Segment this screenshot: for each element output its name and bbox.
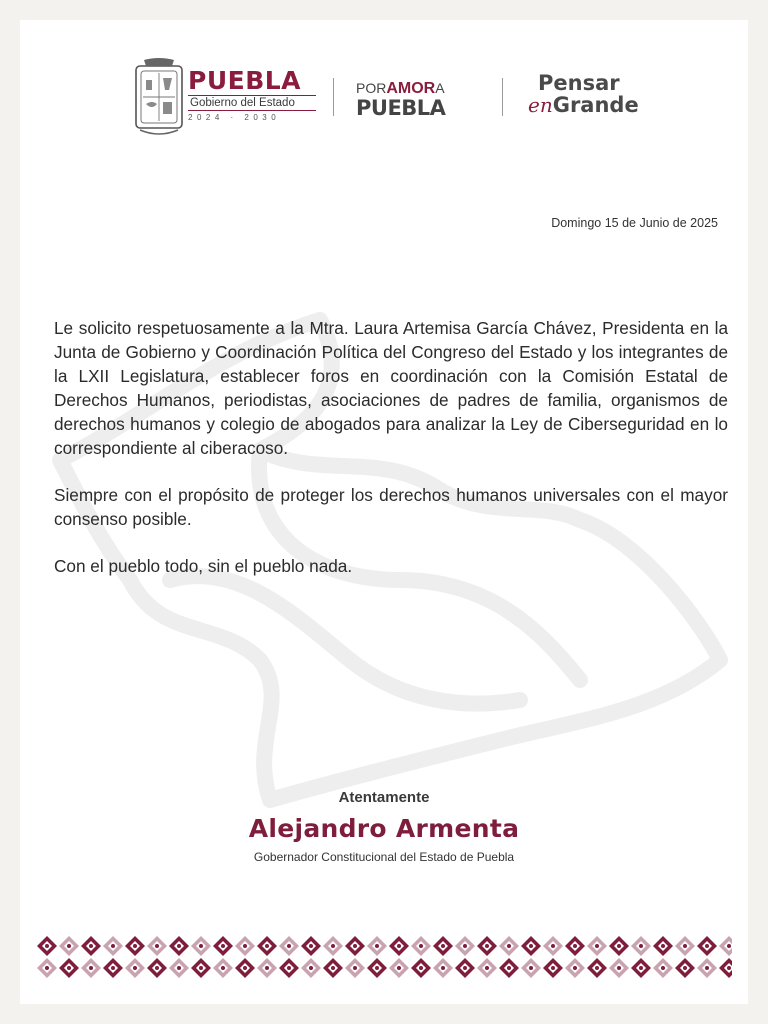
pattern-motif xyxy=(323,936,343,956)
slogan-amor: AMOR xyxy=(386,80,436,97)
logo-main-text: PUEBLA xyxy=(188,66,302,95)
logo-years: 2024 · 2030 xyxy=(188,113,281,122)
pensar-en-grande-logo xyxy=(528,72,648,116)
pattern-motif xyxy=(191,936,211,956)
closing: Atentamente xyxy=(338,789,430,806)
pattern-motif xyxy=(477,936,497,956)
pattern-motif xyxy=(565,958,585,978)
pattern-motif xyxy=(587,936,607,956)
pattern-motif xyxy=(697,936,717,956)
logo-divider xyxy=(502,78,503,116)
letter-sheet xyxy=(20,20,748,1004)
pattern-motif xyxy=(169,958,189,978)
slogan-por: POR xyxy=(356,80,387,96)
pattern-motif xyxy=(257,958,277,978)
pattern-motif xyxy=(169,936,189,956)
body-paragraph: Con el pueblo todo, sin el pueblo nada. xyxy=(54,556,353,576)
letterhead xyxy=(130,58,650,138)
pattern-motif xyxy=(521,936,541,956)
pattern-motif xyxy=(235,936,255,956)
pattern-motif xyxy=(675,958,695,978)
pattern-motif xyxy=(125,958,145,978)
body-paragraph: Siempre con el propósito de proteger los derechos humanos universales con el mayor consenso posible. xyxy=(54,485,728,529)
pattern-motif xyxy=(301,936,321,956)
pattern-motif xyxy=(477,958,497,978)
pattern-motif xyxy=(609,958,629,978)
logo-subtitle: Gobierno del Estado xyxy=(188,95,316,111)
textile-pattern xyxy=(36,934,732,980)
pattern-motif xyxy=(213,936,233,956)
pattern-motif xyxy=(543,936,563,956)
signer-name: Alejandro Armenta xyxy=(248,814,520,843)
pattern-motif xyxy=(389,958,409,978)
state-coat-of-arms-icon xyxy=(134,58,184,136)
pattern-motif xyxy=(147,958,167,978)
pattern-motif xyxy=(389,936,409,956)
pattern-motif xyxy=(81,936,101,956)
pattern-motif xyxy=(719,958,732,978)
pattern-motif xyxy=(301,958,321,978)
por-amor-a-puebla-logo xyxy=(356,80,476,119)
pattern-motif xyxy=(543,958,563,978)
signer-role: Gobernador Constitucional del Estado de Puebla xyxy=(253,850,515,864)
pattern-motif xyxy=(235,958,255,978)
puebla-logo xyxy=(188,68,318,122)
logo-divider xyxy=(333,78,334,116)
slogan-puebla: PUEBLA xyxy=(356,96,446,120)
pattern-motif xyxy=(37,936,57,956)
pattern-motif xyxy=(565,936,585,956)
en-word: en xyxy=(528,93,553,117)
pattern-motif xyxy=(367,936,387,956)
pattern-motif xyxy=(609,936,629,956)
pattern-motif xyxy=(455,958,475,978)
pattern-motif xyxy=(191,958,211,978)
pattern-motif xyxy=(411,936,431,956)
slogan-a: A xyxy=(435,80,445,96)
body-paragraph: Le solicito respetuosamente a la Mtra. Laura Artemisa García Chávez, Presidenta en la Junta de Gobierno y Coordinación Política del Congreso del Estado y los integrantes de la LXII Legislatura, establecer foros en coordinación con la Comisión Estatal de Derechos Humanos, periodistas, asociaciones de padres de familia, organismos de derechos humanos y colegio de abogados para analizar la Ley de Ciberseguridad en lo correspondiente al ciberacoso. xyxy=(54,318,728,458)
pattern-motif xyxy=(433,936,453,956)
pattern-motif xyxy=(719,936,732,956)
pattern-motif xyxy=(631,958,651,978)
pattern-motif xyxy=(37,958,57,978)
pattern-motif xyxy=(499,958,519,978)
pattern-motif xyxy=(587,958,607,978)
pattern-motif xyxy=(499,936,519,956)
pattern-motif xyxy=(147,936,167,956)
pattern-motif xyxy=(279,936,299,956)
pattern-motif xyxy=(697,958,717,978)
pattern-motif xyxy=(455,936,475,956)
pattern-motif xyxy=(323,958,343,978)
letter-date: Domingo 15 de Junio de 2025 xyxy=(551,216,718,230)
pensar-word: Pensar xyxy=(538,71,620,95)
pattern-motif xyxy=(59,936,79,956)
pattern-motif xyxy=(411,958,431,978)
grande-word: Grande xyxy=(552,93,639,117)
pattern-motif xyxy=(279,958,299,978)
pattern-motif xyxy=(103,958,123,978)
pattern-motif xyxy=(125,936,145,956)
pattern-motif xyxy=(675,936,695,956)
pattern-motif xyxy=(345,958,365,978)
pattern-motif xyxy=(257,936,277,956)
pattern-motif xyxy=(59,958,79,978)
pattern-motif xyxy=(103,936,123,956)
pattern-motif xyxy=(213,958,233,978)
pattern-motif xyxy=(81,958,101,978)
pattern-motif xyxy=(367,958,387,978)
pattern-motif xyxy=(521,958,541,978)
pattern-motif xyxy=(653,936,673,956)
letter-body xyxy=(54,316,728,601)
pattern-motif xyxy=(433,958,453,978)
pattern-motif xyxy=(631,936,651,956)
pattern-motif xyxy=(653,958,673,978)
pattern-motif xyxy=(345,936,365,956)
